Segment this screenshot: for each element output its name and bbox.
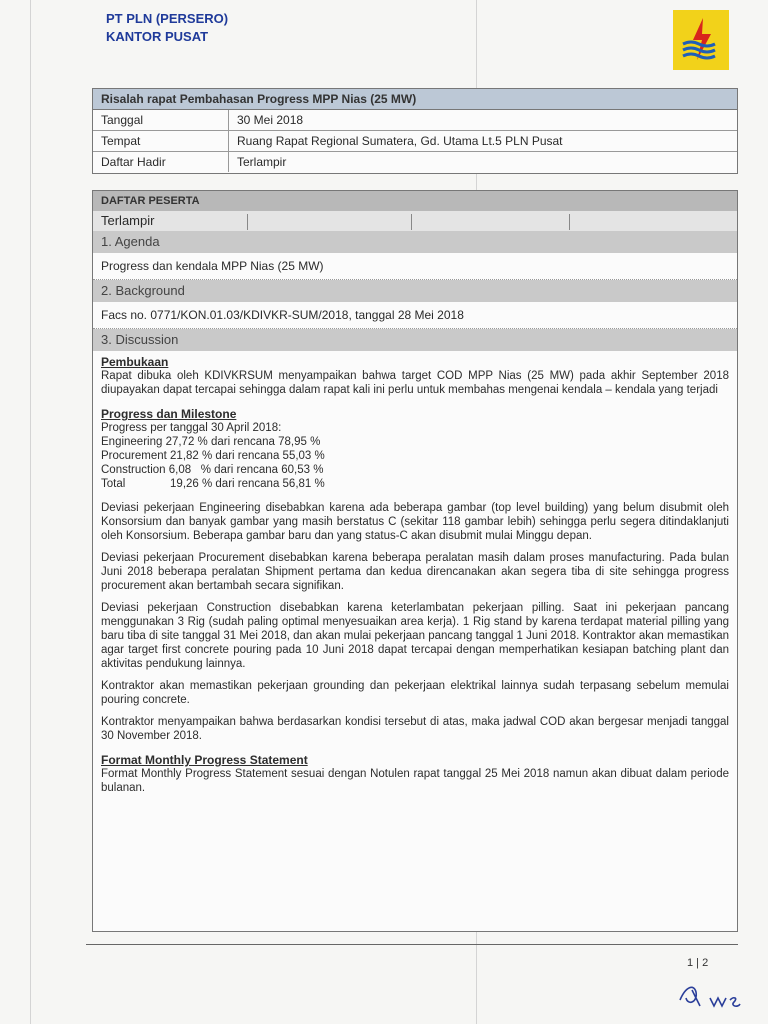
company-header [106, 10, 228, 46]
participants-header: DAFTAR PESERTA [93, 191, 737, 211]
pln-logo-icon [673, 10, 729, 70]
background-text: Facs no. 0771/KON.01.03/KDIVKR-SUM/2018, tanggal 28 Mei 2018 [93, 302, 737, 329]
meeting-title: Risalah rapat Pembahasan Progress MPP Nias (25 MW) [93, 89, 737, 110]
footer-divider [86, 944, 738, 945]
row-value: 30 Mei 2018 [237, 113, 304, 127]
participants-value: Terlampir [101, 213, 155, 228]
page-number: 1 | 2 [687, 957, 709, 969]
grounding-paragraph: Kontraktor akan memastikan pekerjaan grounding dan pekerjaan elektrikal lainnya sudah terpasang sebelum memulai pouring concrete. [101, 680, 729, 706]
discussion-heading: 3. Discussion [93, 329, 737, 351]
list-item: Total 19,26 % dari rencana 56,81 % [101, 478, 325, 490]
row-label: Daftar Hadir [93, 152, 229, 172]
row-label: Tanggal [93, 110, 229, 130]
background-heading: 2. Background [93, 280, 737, 302]
discussion-content [93, 351, 737, 795]
agenda-text: Progress dan kendala MPP Nias (25 MW) [93, 253, 737, 280]
list-item: Progress per tanggal 30 April 2018: [101, 422, 282, 434]
office-name: KANTOR PUSAT [106, 29, 209, 44]
procurement-paragraph: Deviasi pekerjaan Procurement disebabkan karena beberapa peralatan masih dalam proses manufacturing. Pada bulan Juni 2018 beberapa peralatan Shipment pertama dan kedua direncanakan akan segera tiba di site sehingga progress procurement akan bertambah secara signifikan. [101, 552, 729, 592]
table-row [93, 152, 737, 172]
row-label: Tempat [93, 131, 229, 151]
row-value: Terlampir [237, 155, 287, 169]
signature-mark [676, 976, 746, 1012]
progress-list [101, 421, 729, 491]
format-title: Format Monthly Progress Statement [101, 753, 308, 767]
list-item: Engineering 27,72 % dari rencana 78,95 % [101, 436, 321, 448]
company-name: PT PLN (PERSERO) [106, 11, 229, 26]
format-text: Format Monthly Progress Statement sesuai dengan Notulen rapat tanggal 25 Mei 2018 namun akan dibuat dalam periode bulanan. [101, 768, 729, 794]
list-item: Procurement 21,82 % dari rencana 55,03 % [101, 450, 325, 462]
meeting-info-table [92, 88, 738, 174]
progress-title: Progress dan Milestone [101, 407, 237, 421]
table-row [93, 110, 737, 131]
table-row [93, 131, 737, 152]
pembukaan-text: Rapat dibuka oleh KDIVKRSUM menyampaikan bahwa target COD MPP Nias (25 MW) pada akhir September 2018 diupayakan dapat tercapai sehingga dalam rapat kali ini perlu untuk membahas mengenai kendala – kendala yang terjadi [101, 370, 729, 396]
minutes-body [92, 190, 738, 932]
engineering-paragraph: Deviasi pekerjaan Engineering disebabkan karena ada beberapa gambar (top level building) yang belum disubmit oleh Konsorsium dan banyak gambar yang masih berstatus C (sekitar 118 gambar lebih) sehingga perlu segera ditindaklanjuti oleh Konsorsium. Beberapa gambar baru dan yang status-C akan disubmit mulai Minggu depan. [101, 502, 729, 542]
construction-paragraph: Deviasi pekerjaan Construction disebabkan karena keterlambatan pekerjaan pilling. Saat ini pekerjaan pancang menggunakan 3 Rig (sudah paling optimal menyesuaikan area kerja). 1 Rig stand by karena terdapat material pilling yang baru tiba di site tanggal 31 Mei 2018, dan akan mulai pekerjaan pancang tanggal 1 Juni 2018. Kontraktor akan memastikan agar target first concrete pouring pada 10 Juni 2018 dapat tercapai dengan memperhatikan kesiapan batching plant dan aktivitas pendukung lainnya. [101, 602, 729, 670]
list-item: Construction 6,08 % dari rencana 60,53 % [101, 464, 324, 476]
participants-row [93, 211, 737, 231]
row-value: Ruang Rapat Regional Sumatera, Gd. Utama Lt.5 PLN Pusat [237, 134, 563, 148]
pembukaan-title: Pembukaan [101, 355, 169, 369]
agenda-heading: 1. Agenda [93, 231, 737, 253]
cod-paragraph: Kontraktor menyampaikan bahwa berdasarkan kondisi tersebut di atas, maka jadwal COD akan bergesar menjadi tanggal 30 November 2018. [101, 716, 729, 742]
